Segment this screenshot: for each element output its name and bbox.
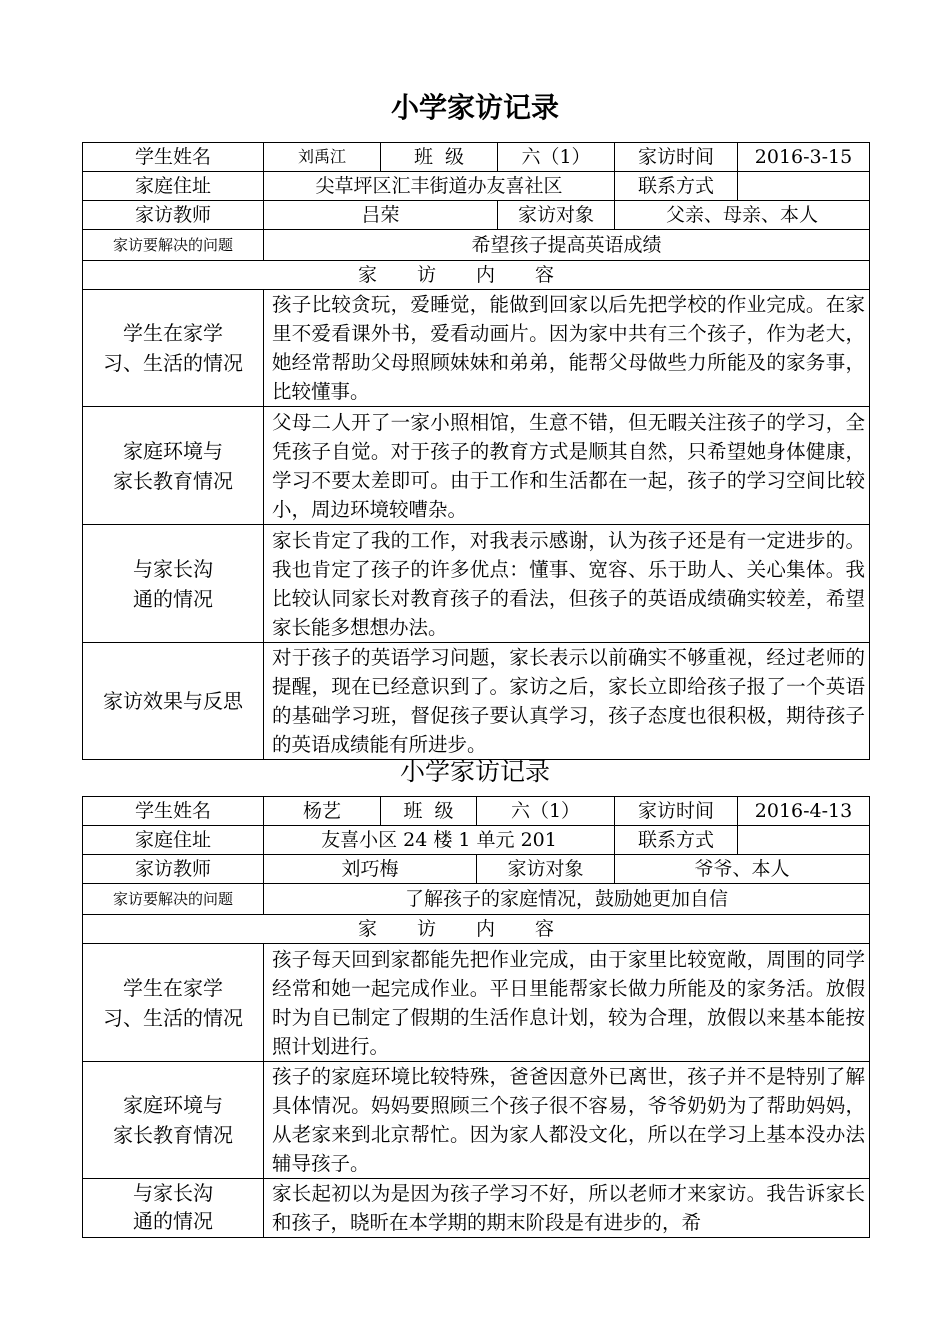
class-label: 班 级 [381,797,477,826]
student-name-label: 学生姓名 [83,797,264,826]
section-label [83,1179,264,1238]
problem-label: 家访要解决的问题 [83,884,264,915]
teacher-label: 家访教师 [83,855,264,884]
contact-value [738,826,870,855]
visit-target-label: 家访对象 [498,201,615,230]
section-label-line1: 家庭环境与 [123,438,223,463]
student-name-label: 学生姓名 [83,143,264,172]
address-label: 家庭住址 [83,172,264,201]
section-label [83,1062,264,1179]
section-text: 父母二人开了一家小照相馆，生意不错，但无暇关注孩子的学习，全凭孩子自觉。对于孩子的教育方式是顺其自然，只希望她身体健康，学习不要太差即可。由于工作和生活都在一起，孩子的学习空间比较小，周边环境较嘈杂。 [264,407,870,525]
student-name-value: 刘禹江 [264,143,381,172]
content-heading: 家访内容 [83,915,870,944]
section-label-line1: 与家长沟 [133,556,213,581]
address-value: 尖草坪区汇丰街道办友喜社区 [264,172,615,201]
teacher-value: 吕荣 [264,201,498,230]
section-label-line2: 习、生活的情况 [103,351,243,375]
section-text: 孩子每天回到家都能先把作业完成，由于家里比较宽敞，周围的同学经常和她一起完成作业。平日里能帮家长做力所能及的家务活。放假时为自已制定了假期的生活作息计划，较为合理，放假以来基本能按照计划进行。 [264,944,870,1062]
contact-value [738,172,870,201]
section-label-line2: 通的情况 [133,586,213,611]
address-label: 家庭住址 [83,826,264,855]
section-label-line1: 与家长沟 [133,1181,213,1205]
section-text: 孩子的家庭环境比较特殊，爸爸因意外已离世，孩子并不是特别了解具体情况。妈妈要照顾三个孩子很不容易，爷爷奶奶为了帮助妈妈，从老家来到北京帮忙。因为家人都没文化，所以在学习上基本没办法辅导孩子。 [264,1062,870,1179]
contact-label: 联系方式 [615,826,738,855]
visit-time-label: 家访时间 [615,797,738,826]
address-value: 友喜小区 24 楼 1 单元 201 [264,826,615,855]
visit-time-label: 家访时间 [615,143,738,172]
section-text: 孩子比较贪玩，爱睡觉，能做到回家以后先把学校的作业完成。在家里不爱看课外书，爱看动画片。因为家中共有三个孩子，作为老大，她经常帮助父母照顾妹妹和弟弟，能帮父母做些力所能及的家务事，比较懂事。 [264,290,870,407]
section-label-line2: 家长教育情况 [113,468,233,493]
section-text: 对于孩子的英语学习问题，家长表示以前确实不够重视，经过老师的提醒，现在已经意识到了。家访之后，家长立即给孩子报了一个英语的基础学习班，督促孩子要认真学习，孩子态度也很积极，期待孩子的英语成绩能有所进步。 [264,643,870,760]
section-label [83,944,264,1062]
section-label-line1: 家访效果与反思 [103,689,243,713]
section-label [83,290,264,407]
class-label: 班 级 [381,143,498,172]
record-2-table [82,796,870,1238]
visit-time-value: 2016-4-13 [738,797,870,826]
content-heading: 家访内容 [83,261,870,290]
section-label-line1: 学生在家学 [123,975,223,1000]
visit-target-value: 父亲、母亲、本人 [615,201,870,230]
visit-time-value: 2016-3-15 [738,143,870,172]
section-label-line2: 家长教育情况 [113,1123,233,1147]
visit-target-value: 爷爷、本人 [615,855,870,884]
problem-value: 希望孩子提高英语成绩 [264,230,870,261]
student-name-value: 杨艺 [264,797,381,826]
problem-label: 家访要解决的问题 [83,230,264,261]
class-value: 六（1） [477,797,615,826]
section-label-line2: 习、生活的情况 [103,1005,243,1030]
section-label-line2: 通的情况 [133,1209,213,1233]
section-label [83,643,264,760]
teacher-value: 刘巧梅 [264,855,477,884]
section-text: 家长起初以为是因为孩子学习不好，所以老师才来家访。我告诉家长和孩子，晓昕在本学期的期末阶段是有进步的，希 [264,1179,870,1238]
section-label-line1: 家庭环境与 [123,1093,223,1117]
section-label [83,407,264,525]
record-2-title: 小学家访记录 [399,757,550,786]
class-value: 六（1） [498,143,615,172]
problem-value: 了解孩子的家庭情况，鼓励她更加自信 [264,884,870,915]
record-1-title: 小学家访记录 [390,91,559,124]
section-text: 家长肯定了我的工作，对我表示感谢，认为孩子还是有一定进步的。我也肯定了孩子的许多优点：懂事、宽容、乐于助人、关心集体。我比较认同家长对教育孩子的看法，但孩子的英语成绩确实较差，希望家长能多想想办法。 [264,525,870,643]
teacher-label: 家访教师 [83,201,264,230]
contact-label: 联系方式 [615,172,738,201]
visit-target-label: 家访对象 [477,855,615,884]
section-label [83,525,264,643]
section-label-line1: 学生在家学 [123,321,223,345]
record-1-table [82,142,870,760]
